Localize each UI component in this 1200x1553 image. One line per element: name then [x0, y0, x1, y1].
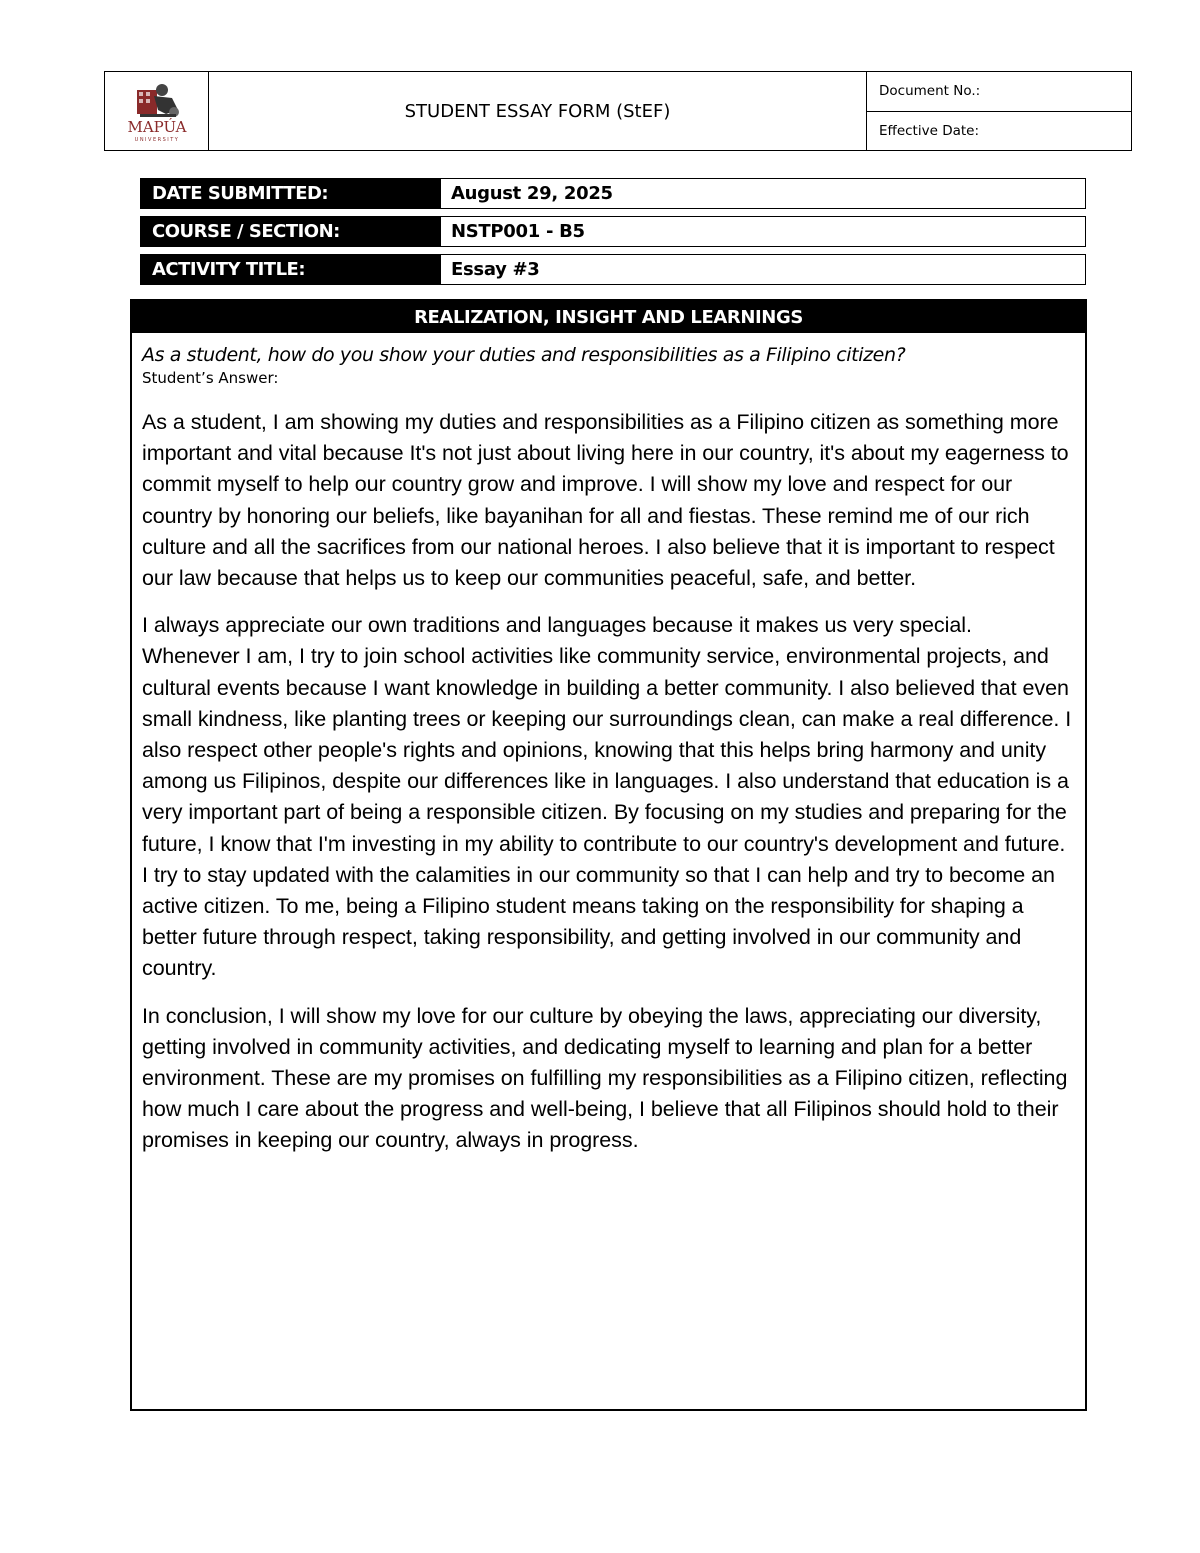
svg-text:MAPÚA: MAPÚA [126, 118, 187, 136]
answer-paragraph-2: I always appreciate our own traditions and languages because it makes us very special. Whenever I am, I try to join school activities like community service, environmental projects, and cultural events because I want knowledge in building a better community. I also believed that even small kindness, like planting trees or keeping our surroundings clean, can make a real difference. I also respect other people's rights and opinions, knowing that this helps bring harmony and unity among us Filipinos, despite our differences like in languages. I also understand that education is a very important part of being a responsible citizen. By focusing on my studies and preparing for the future, I know that I'm investing in my ability to contribute to our country's development and future. I try to stay updated with the calamities in our community so that I can help and try to become an active citizen. To me, being a Filipino student means taking on the responsibility for shaping a better future through respect, taking responsibility, and getting involved in our community and country. [142, 613, 1072, 981]
essay-section-title: REALIZATION, INSIGHT AND LEARNINGS [132, 301, 1085, 333]
document-no-label: Document No.: [879, 83, 981, 100]
svg-text:UNIVERSITY: UNIVERSITY [134, 137, 179, 143]
date-submitted-label: DATE SUBMITTED: [140, 178, 440, 209]
answer-paragraph-1: As a student, I am showing my duties and responsibilities as a Filipino citizen as something more important and vital because It's not just about living here in our country, it's about my eagerness to commit myself to help our country grow and improve. I will show my love and respect for our country by honoring our beliefs, like bayanihan for all and fiestas. These remind me of our rich culture and all the sacrifices from our national heroes. I also believe that it is important to respect our law because that helps us to keep our communities peaceful, safe, and better. [142, 410, 1069, 591]
activity-title-value: Essay #3 [440, 254, 1086, 285]
mapua-seal-icon [122, 76, 192, 146]
date-submitted-row [140, 178, 1086, 209]
activity-title-label: ACTIVITY TITLE: [140, 254, 440, 285]
university-logo [105, 72, 209, 150]
effective-date-label: Effective Date: [867, 111, 1131, 151]
course-section-row [140, 216, 1086, 247]
answer-paragraph-3: In conclusion, I will show my love for our culture by obeying the laws, appreciating our diversity, getting involved in community activities, and dedicating myself to learning and plan for a better environment. These are my promises on fulfilling my responsibilities as a Filipino citizen, reflecting how much I care about the progress and well-being, I believe that all Filipinos should hold to their promises in keeping our country, always in progress. [142, 1003, 1068, 1153]
student-answer-body [132, 389, 1085, 1157]
date-submitted-value: August 29, 2025 [440, 178, 1086, 209]
course-section-value: NSTP001 - B5 [440, 216, 1086, 247]
form-title: STUDENT ESSAY FORM (StEF) [209, 72, 867, 150]
essay-section [130, 299, 1087, 1411]
course-section-label: COURSE / SECTION: [140, 216, 440, 247]
student-answer-label: Student’s Answer: [142, 369, 279, 387]
essay-question: As a student, how do you show your duties and responsibilities as a Filipino citizen? [142, 344, 906, 366]
document-meta [867, 72, 1131, 150]
activity-title-row [140, 254, 1086, 285]
form-header [104, 71, 1132, 151]
